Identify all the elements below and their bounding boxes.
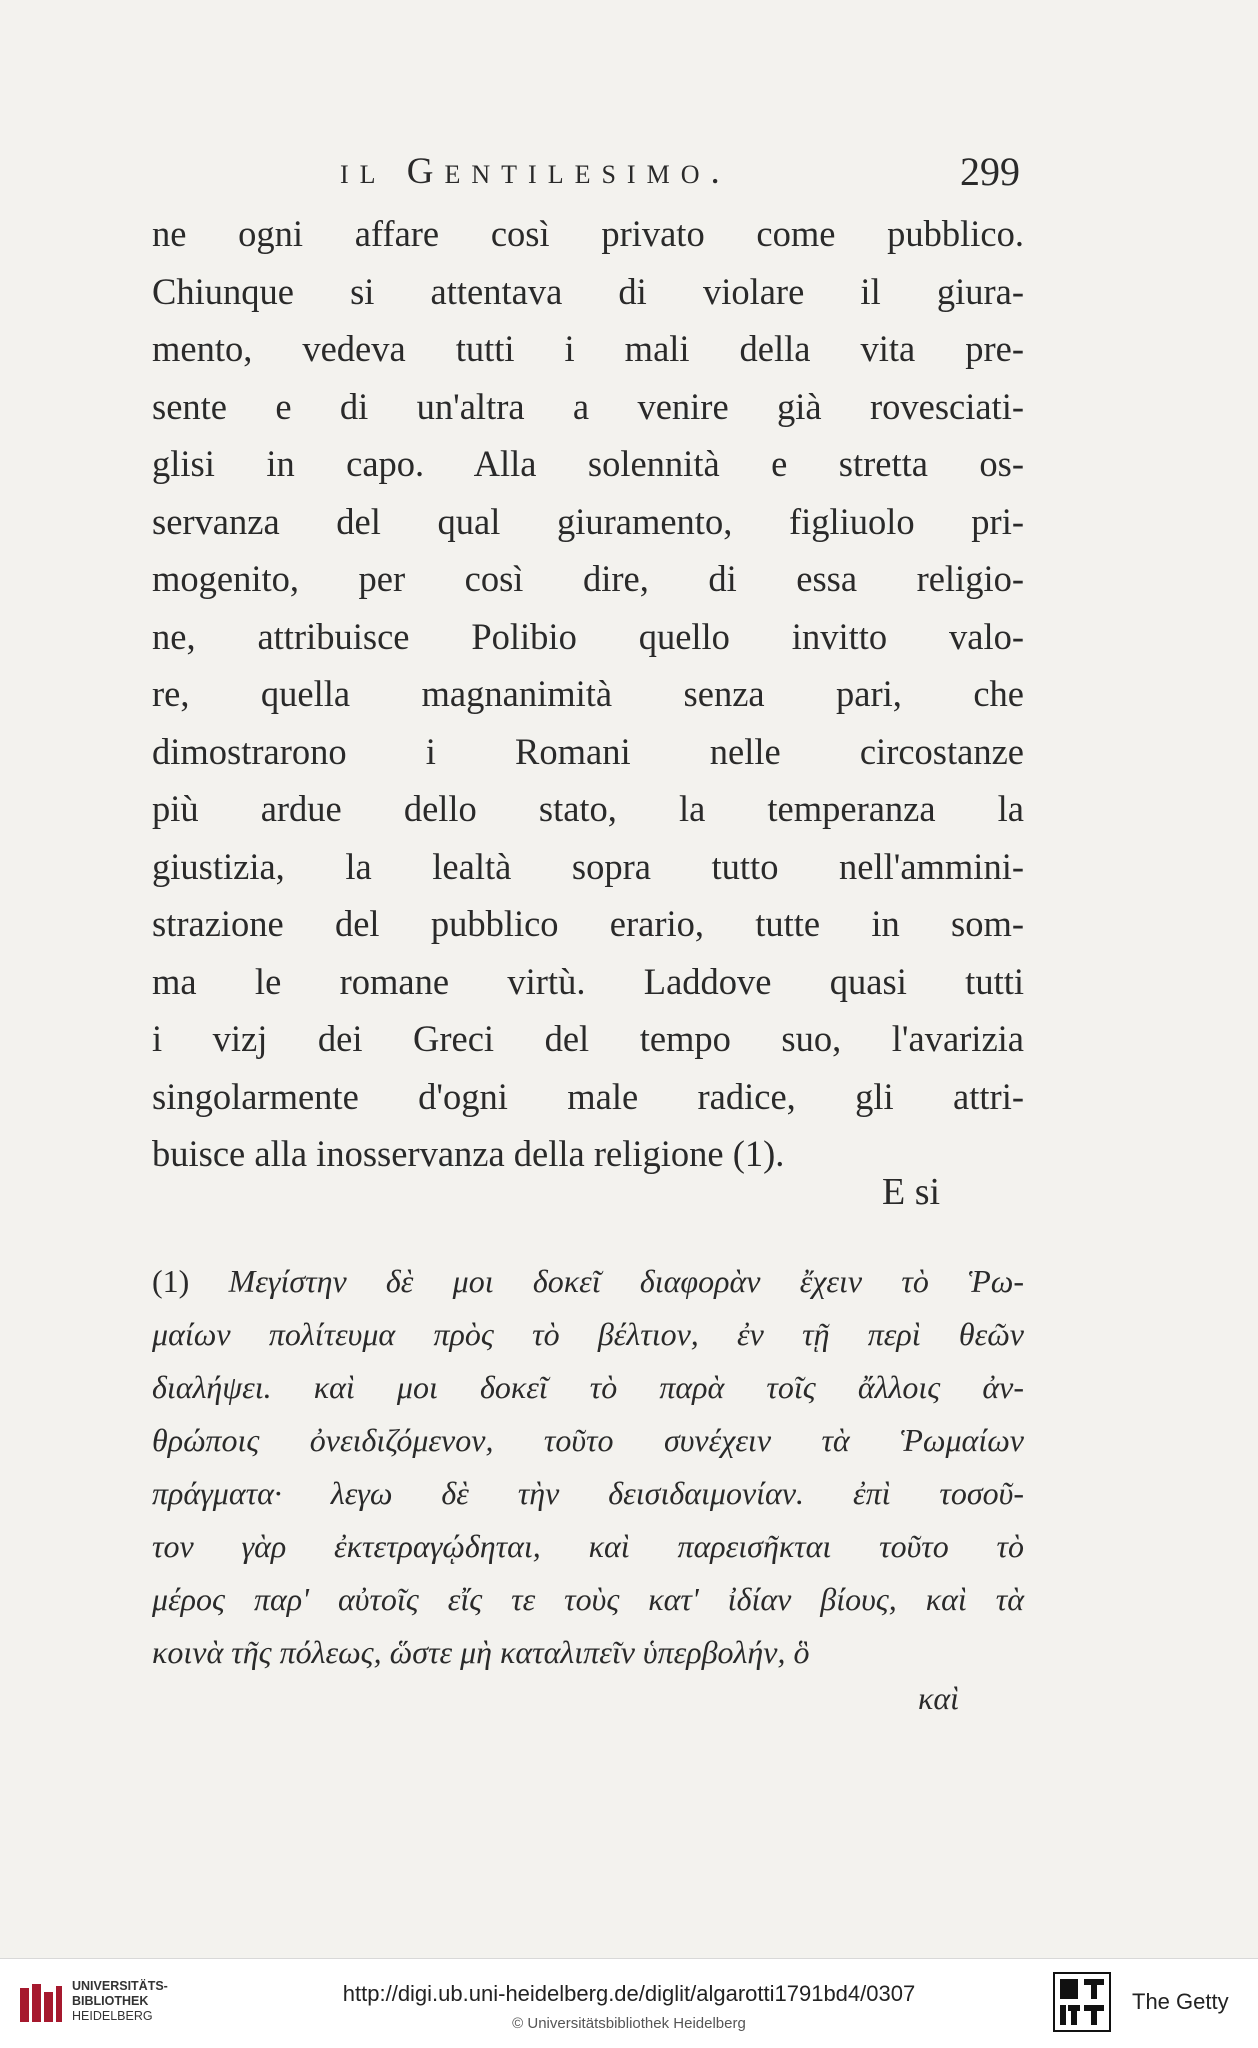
text-line: ne ogni affare così privato come pubblico. — [152, 213, 1024, 254]
getty-logo-icon[interactable] — [1052, 1971, 1112, 2033]
page-number: 299 — [960, 149, 1020, 194]
footnote-line: πράγματα· λεγω δὲ τὴν δεισιδαιμονίαν. ἐπὶ τοσοῦ- — [152, 1475, 1024, 1511]
library-name-line: UNIVERSITÄTS- — [72, 1979, 168, 1993]
footnote-line: μέρος παρ' αὐτοῖς εἴς τε τοὺς κατ' ἰδίαν βίους, καὶ τὰ — [152, 1581, 1024, 1617]
text-line: Chiunque si attentava di violare il giura- — [152, 270, 1024, 312]
footnote-marker: (1) — [152, 1263, 190, 1299]
text-line: glisi in capo. Alla solennità e stretta os- — [152, 443, 1024, 484]
footnote-line: κοινὰ τῆς πόλεως, ὥστε μὴ καταλιπεῖν ὑπερβολήν, ὃ — [152, 1634, 810, 1670]
text-line: strazione del pubblico erario, tutte in som- — [152, 903, 1024, 944]
text-line: mento, vedeva tutti i mali della vita pre- — [152, 328, 1024, 369]
text-line: mogenito, per così dire, di essa religio- — [152, 558, 1024, 599]
page-header — [150, 142, 1030, 202]
text-line: dimostrarono i Romani nelle circostanze — [152, 730, 1024, 772]
text-line: re, quella magnanimità senza pari, che — [152, 673, 1024, 714]
copyright-notice: © Universitätsbibliothek Heidelberg — [512, 2015, 746, 2032]
text-line: ne, attribuisce Polibio quello invitto valo- — [152, 615, 1024, 657]
footnote-line-text: Μεγίστην δὲ μοι δοκεῖ διαφορὰν ἔχειν τὸ Ῥω- — [228, 1263, 1025, 1299]
sponsor-name: The Getty — [1132, 1989, 1229, 2014]
text-line: ma le romane virtù. Laddove quasi tutti — [152, 960, 1024, 1002]
library-name-line: BIBLIOTHEK — [72, 1994, 149, 2008]
footnote-line: μαίων πολίτευμα πρὸς τὸ βέλτιον, ἐν τῇ περὶ θεῶν — [152, 1316, 1024, 1352]
text-line: giustizia, la lealtà sopra tutto nell'ammini- — [152, 845, 1024, 887]
text-line: i vizj dei Greci del tempo suo, l'avarizia — [152, 1018, 1024, 1059]
text-line: servanza del qual giuramento, figliuolo pri- — [152, 500, 1024, 542]
footnote-line — [152, 1255, 1024, 1308]
footnote-catchword: καὶ — [918, 1680, 960, 1716]
viewer-footer — [0, 1958, 1258, 2048]
footnote-line: θρώποις ὀνειδιζόμενον, τοῦτο συνέχειν τὰ Ῥωμαίων — [152, 1422, 1024, 1458]
library-city: HEIDELBERG — [72, 2009, 153, 2023]
footnote — [152, 1255, 1024, 1679]
running-title: il Gentilesimo. — [340, 151, 731, 192]
text-line: sente e di un'altra a venire già rovesciati- — [152, 385, 1024, 427]
body-catchword: E si — [882, 1171, 941, 1213]
text-line: singolarmente d'ogni male radice, gli attri- — [152, 1075, 1024, 1117]
footnote-line: τον γὰρ ἐκτετραγῴδηται, καὶ παρεισῆκται τοῦτο τὸ — [152, 1528, 1024, 1564]
permalink-url[interactable]: http://digi.ub.uni-heidelberg.de/diglit/algarotti1791bd4/0307 — [342, 1981, 916, 2006]
text-line: buisce alla inosservanza della religione (1). — [152, 1133, 785, 1174]
body-text — [152, 205, 1024, 1183]
text-line: più ardue dello stato, la temperanza la — [152, 788, 1024, 829]
footnote-line: διαλήψει. καὶ μοι δοκεῖ τὸ παρὰ τοῖς ἄλλοις ἀν- — [152, 1369, 1024, 1405]
